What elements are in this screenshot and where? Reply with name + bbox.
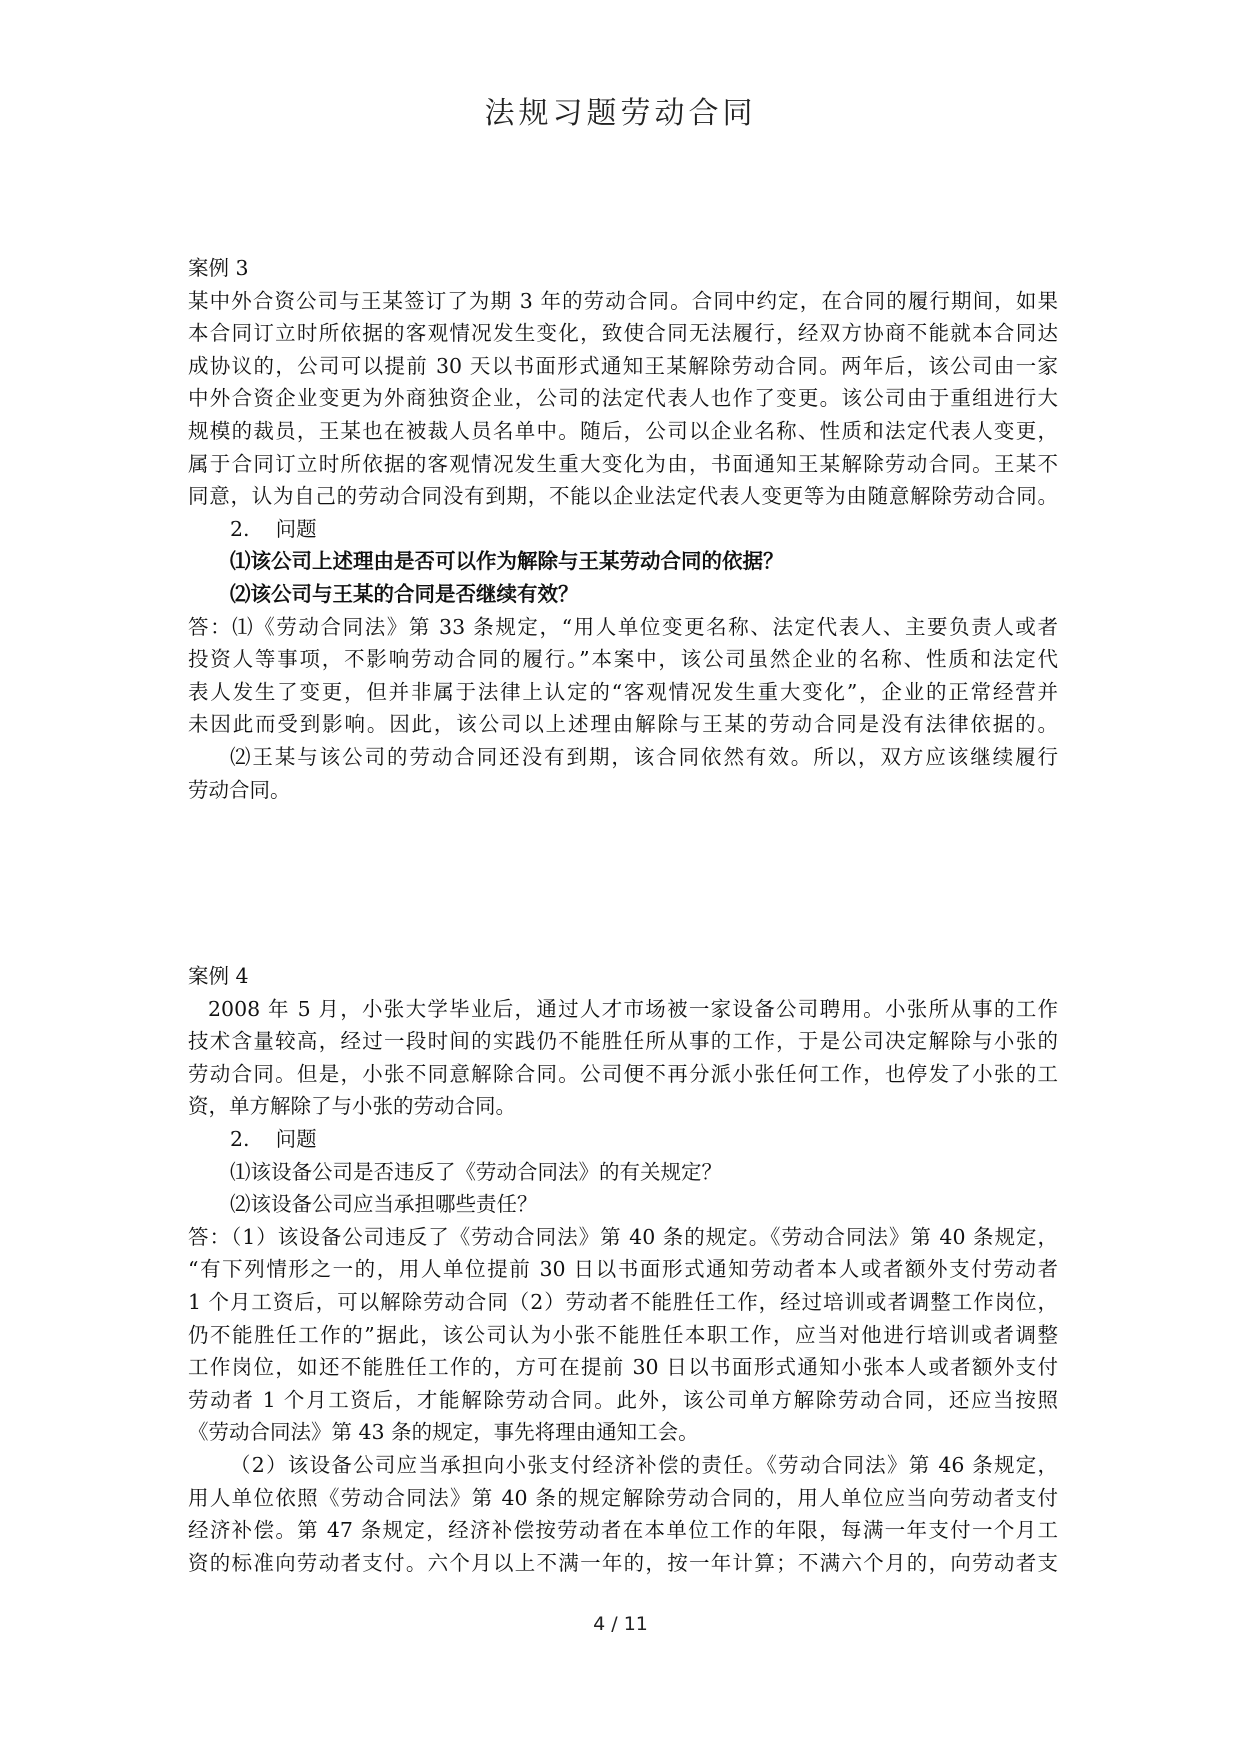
case-3-paragraph-line: 成协议的，公司可以提前 30 天以书面形式通知王某解除劳动合同。两年后，该公司由一家 bbox=[188, 353, 1058, 378]
case-3-answer-line: 投资人等事项，不影响劳动合同的履行。”本案中，该公司虽然企业的名称、性质和法定代 bbox=[188, 647, 1058, 672]
case-4-answer-2 bbox=[188, 1449, 1058, 1579]
case-3-answer-line: 表人发生了变更，但并非属于法律上认定的“客观情况发生重大变化”，企业的正常经营并 bbox=[188, 679, 1058, 704]
case-3-answer-line: 未因此而受到影响。因此，该公司以上述理由解除与王某的劳动合同是没有法律依据的。 bbox=[188, 712, 1058, 737]
case-3-question-2: ⑵该公司与王某的合同是否继续有效？ bbox=[230, 581, 579, 606]
case-4-answer-line: 经济补偿。第 47 条规定，经济补偿按劳动者在本单位工作的年限，每满一年支付一个月工 bbox=[188, 1518, 1058, 1543]
case-3-paragraph-line: 属于合同订立时所依据的客观情况发生重大变化为由，书面通知王某解除劳动合同。王某不 bbox=[188, 451, 1058, 476]
case-3-answer-2 bbox=[188, 741, 1058, 806]
case-3-answer-line: ⑵王某与该公司的劳动合同还没有到期，该合同依然有效。所以，双方应该继续履行 bbox=[230, 744, 1058, 769]
case-3-heading: 案例 3 bbox=[188, 256, 249, 280]
case-4-answer-line: 仍不能胜任工作的”据此，该公司认为小张不能胜任本职工作，应当对他进行培训或者调整 bbox=[188, 1322, 1058, 1347]
case-4-paragraph-line: 技术含量较高，经过一段时间的实践仍不能胜任所从事的工作，于是公司决定解除与小张的 bbox=[188, 1029, 1058, 1054]
case-4-answer-1 bbox=[188, 1221, 1058, 1449]
case-4-answer-line: 1 个月工资后，可以解除劳动合同（2）劳动者不能胜任工作，经过培训或者调整工作岗位， bbox=[188, 1289, 1058, 1314]
case-3-question-1: ⑴该公司上述理由是否可以作为解除与王某劳动合同的依据？ bbox=[230, 549, 784, 574]
case-4-question-label: 2. 问题 bbox=[230, 1126, 317, 1151]
case-4-answer-line: 工作岗位，如还不能胜任工作的，方可在提前 30 日以书面形式通知小张本人或者额外支付 bbox=[188, 1355, 1058, 1380]
case-4-answer-line: 劳动者 1 个月工资后，才能解除劳动合同。此外，该公司单方解除劳动合同，还应当按照 bbox=[188, 1387, 1058, 1412]
case-3-paragraph bbox=[188, 285, 1058, 513]
case-3-paragraph-line: 本合同订立时所依据的客观情况发生变化，致使合同无法履行，经双方协商不能就本合同达 bbox=[188, 321, 1058, 346]
case-4-answer-line: “有下列情形之一的，用人单位提前 30 日以书面形式通知劳动者本人或者额外支付劳动者 bbox=[188, 1257, 1058, 1282]
case-4-answer-line: （2）该设备公司应当承担向小张支付经济补偿的责任。《劳动合同法》第 46 条规定， bbox=[230, 1452, 1058, 1477]
case-4-answer-line: 《劳动合同法》第 43 条的规定，事先将理由通知工会。 bbox=[188, 1420, 699, 1445]
case-4-answer-line: 答：（1）该设备公司违反了《劳动合同法》第 40 条的规定。《劳动合同法》第 40 条规定， bbox=[188, 1224, 1058, 1249]
case-4-paragraph-line: 2008 年 5 月，小张大学毕业后，通过人才市场被一家设备公司聘用。小张所从事的工作 bbox=[208, 996, 1058, 1021]
case-4-answer-line: 资的标准向劳动者支付。六个月以上不满一年的，按一年计算；不满六个月的，向劳动者支 bbox=[188, 1550, 1058, 1575]
case-3-question-label: 2. 问题 bbox=[230, 516, 317, 541]
case-3-paragraph-line: 中外合资企业变更为外商独资企业，公司的法定代表人也作了变更。该公司由于重组进行大 bbox=[188, 386, 1058, 411]
case-4-paragraph-line: 资，单方解除了与小张的劳动合同。 bbox=[188, 1094, 516, 1119]
case-4-section bbox=[188, 960, 1058, 1579]
case-3-paragraph-line: 规模的裁员，王某也在被裁人员名单中。随后，公司以企业名称、性质和法定代表人变更， bbox=[188, 418, 1058, 443]
case-4-question-2: ⑵该设备公司应当承担哪些责任？ bbox=[230, 1192, 538, 1217]
case-3-answer-line: 劳动合同。 bbox=[188, 777, 291, 802]
case-3-answer-1 bbox=[188, 611, 1058, 741]
case-3-paragraph-line: 同意，认为自己的劳动合同没有到期，不能以企业法定代表人变更等为由随意解除劳动合同。 bbox=[188, 484, 1058, 509]
case-4-answer-line: 用人单位依照《劳动合同法》第 40 条的规定解除劳动合同的，用人单位应当向劳动者支付 bbox=[188, 1485, 1058, 1510]
case-4-paragraph-line: 劳动合同。但是，小张不同意解除合同。公司便不再分派小张任何工作，也停发了小张的工 bbox=[188, 1061, 1058, 1086]
case-3-paragraph-line: 某中外合资公司与王某签订了为期 3 年的劳动合同。合同中约定，在合同的履行期间，如果 bbox=[188, 288, 1058, 313]
case-4-paragraph bbox=[188, 993, 1058, 1123]
case-3-section bbox=[188, 252, 1058, 806]
page-number: 4 / 11 bbox=[593, 1613, 648, 1635]
case-3-answer-line: 答：⑴《劳动合同法》第 33 条规定，“用人单位变更名称、法定代表人、主要负责人或者 bbox=[188, 614, 1058, 639]
case-4-question-1: ⑴该设备公司是否违反了《劳动合同法》的有关规定？ bbox=[230, 1159, 722, 1184]
page-title: 法规习题劳动合同 bbox=[484, 96, 757, 131]
case-4-heading: 案例 4 bbox=[188, 964, 249, 988]
